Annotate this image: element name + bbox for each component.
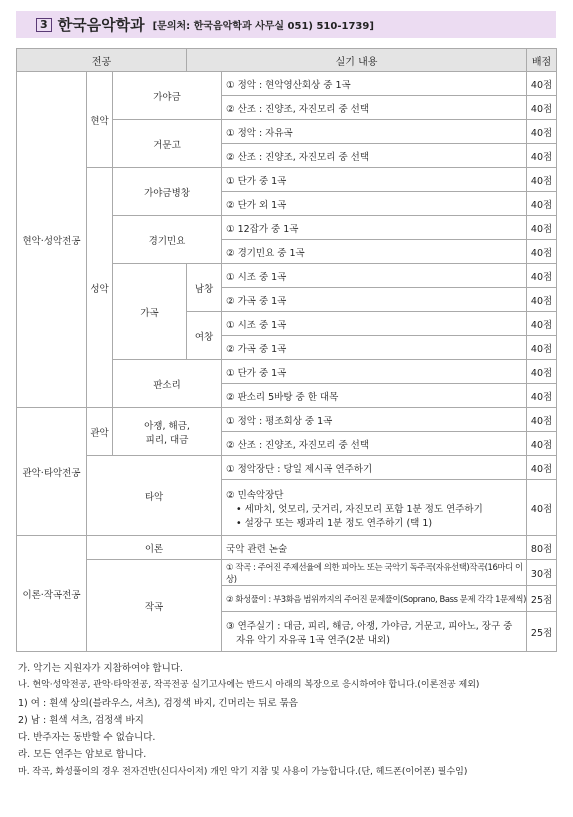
- header-major: 전공: [17, 49, 187, 72]
- section-number: 3: [36, 18, 52, 32]
- content-bullet: • 설장구 또는 꽹과리 1분 정도 연주하기 (택 1): [236, 517, 433, 529]
- content-bullet: • 세마치, 엇모리, 굿거리, 자진모리 포함 1분 정도 연주하기: [236, 503, 483, 515]
- instrument-pansori: 판소리: [113, 360, 222, 408]
- content-cell: ② 산조 : 진양조, 자진모리 중 선택: [222, 432, 527, 456]
- notes: [18, 660, 479, 781]
- content-cell: ② 판소리 5바탕 중 한 대목: [222, 384, 527, 408]
- content-cell: ① 단가 중 1곡: [222, 168, 527, 192]
- content-cell: ① 단가 중 1곡: [222, 360, 527, 384]
- score-cell: 40점: [527, 216, 557, 240]
- content-cell: [222, 612, 527, 652]
- group-gwanak: 관악: [87, 408, 113, 456]
- score-cell: 40점: [527, 144, 557, 168]
- score-cell: 40점: [527, 72, 557, 96]
- group-seongak: 성악: [87, 168, 113, 408]
- major-gwanak-taak: 관악·타악전공: [17, 408, 87, 536]
- section-header: [16, 11, 556, 38]
- content-cell: ① 정악장단 : 당일 제시곡 연주하기: [222, 456, 527, 480]
- instrument-taak: 타악: [87, 456, 222, 536]
- note-item: 다. 반주자는 동반할 수 없습니다.: [18, 732, 156, 744]
- content-cell: ① 정악 : 평조회상 중 1곡: [222, 408, 527, 432]
- instrument-gayageum-byeongchang: 가야금병창: [113, 168, 222, 216]
- score-cell: 40점: [527, 192, 557, 216]
- score-cell: 40점: [527, 408, 557, 432]
- instrument-gyeonggi-minyo: 경기민요: [113, 216, 222, 264]
- gender-male: 남창: [187, 264, 222, 312]
- content-cell: ① 시조 중 1곡: [222, 312, 527, 336]
- exam-table: [16, 48, 557, 652]
- note-item: 라. 모든 연주는 암보로 합니다.: [18, 749, 147, 761]
- score-cell: 40점: [527, 168, 557, 192]
- instrument-geomungo: 거문고: [113, 120, 222, 168]
- content-cell: ② 산조 : 진양조, 자진모리 중 선택: [222, 144, 527, 168]
- content-cell: ② 가곡 중 1곡: [222, 336, 527, 360]
- instrument-gayageum: 가야금: [113, 72, 222, 120]
- score-cell: 40점: [527, 456, 557, 480]
- note-item: 마. 작곡, 화성풀이의 경우 전자건반(신디사이저) 개인 악기 지참 및 사용이 가능합니다.(단, 헤드폰(이어폰) 필수임): [18, 766, 468, 777]
- content-cell: [222, 480, 527, 536]
- note-item: 1) 여 : 흰색 상의(블라우스, 셔츠), 검정색 바지, 긴머리는 뒤로 묶음: [18, 697, 298, 709]
- note-item: 2) 남 : 흰색 셔츠, 검정색 바지: [18, 714, 144, 726]
- content-cell: ② 화성풀이 : 부3화음 범위까지의 주어진 문제풀이(Soprano, Bass 문제 각각 1문제씩): [222, 586, 527, 612]
- instrument-jakgok: 작곡: [87, 560, 222, 652]
- major-iron-jakgok: 이론·작곡전공: [17, 536, 87, 652]
- score-cell: 25점: [527, 612, 557, 652]
- score-cell: 30점: [527, 560, 557, 586]
- header-content: 실기 내용: [187, 49, 527, 72]
- contact-info: [문의처: 한국음악학과 사무실 051) 510-1739]: [152, 21, 374, 32]
- content-line: ② 민속악장단: [226, 489, 284, 501]
- score-cell: 40점: [527, 264, 557, 288]
- content-cell: ① 작곡 : 주어진 주제선율에 의한 피아노 또는 국악기 독주곡(자유선택)작곡(16마디 이상): [222, 560, 527, 586]
- header-score: 배점: [527, 49, 557, 72]
- score-cell: 40점: [527, 240, 557, 264]
- score-cell: 25점: [527, 586, 557, 612]
- content-cell: ① 정악 : 자유곡: [222, 120, 527, 144]
- section-title: 한국음악학과: [57, 16, 145, 34]
- score-cell: 40점: [527, 432, 557, 456]
- instrument-wind-line1: 아쟁, 해금,: [144, 420, 190, 432]
- score-cell: 40점: [527, 96, 557, 120]
- note-item: 가. 악기는 지원자가 지참하여야 합니다.: [18, 663, 183, 674]
- instrument-wind-line2: 피리, 대금: [145, 434, 189, 446]
- score-cell: 40점: [527, 384, 557, 408]
- content-line: ③ 연주실기 : 대금, 피리, 해금, 아쟁, 가야금, 거문고, 피아노, 장구 중: [226, 620, 513, 632]
- content-cell: ② 산조 : 진양조, 자진모리 중 선택: [222, 96, 527, 120]
- content-cell: ① 12잡가 중 1곡: [222, 216, 527, 240]
- group-hyeonak: 현악: [87, 72, 113, 168]
- content-cell: ② 가곡 중 1곡: [222, 288, 527, 312]
- instrument-iron: 이론: [87, 536, 222, 560]
- content-cell: 국악 관련 논술: [222, 536, 527, 560]
- score-cell: 40점: [527, 480, 557, 536]
- gender-female: 여창: [187, 312, 222, 360]
- score-cell: 80점: [527, 536, 557, 560]
- major-hyeonak-seongak: 현악·성악전공: [17, 72, 87, 408]
- content-cell: ① 정악 : 현악영산회상 중 1곡: [222, 72, 527, 96]
- score-cell: 40점: [527, 120, 557, 144]
- score-cell: 40점: [527, 336, 557, 360]
- instrument-wind: [113, 408, 222, 456]
- content-line: 자유 악기 자유곡 1곡 연주(2분 내외): [236, 634, 390, 646]
- score-cell: 40점: [527, 360, 557, 384]
- instrument-gagok: 가곡: [113, 264, 187, 360]
- note-item: 나. 현악·성악전공, 관악·타악전공, 작곡전공 실기고사에는 반드시 아래의 복장으로 응시하여야 합니다.(이론전공 제외): [18, 680, 480, 691]
- score-cell: 40점: [527, 288, 557, 312]
- content-cell: ① 시조 중 1곡: [222, 264, 527, 288]
- score-cell: 40점: [527, 312, 557, 336]
- content-cell: ② 경기민요 중 1곡: [222, 240, 527, 264]
- content-cell: ② 단가 외 1곡: [222, 192, 527, 216]
